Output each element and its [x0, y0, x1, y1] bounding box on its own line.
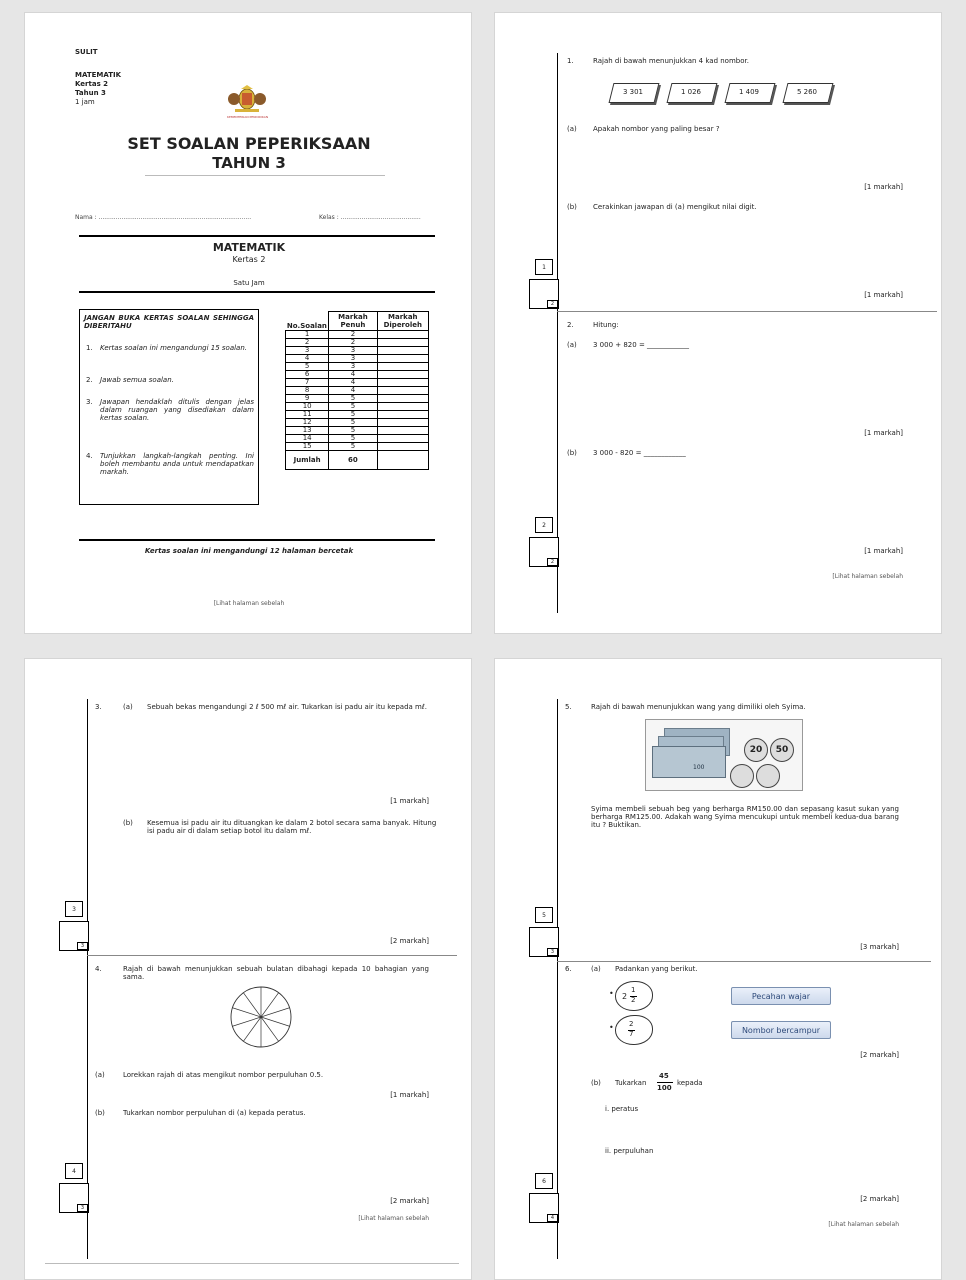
subject-label: MATEMATIK — [75, 71, 122, 79]
title-underline — [145, 175, 385, 176]
coin — [730, 764, 754, 788]
q5-divider — [557, 961, 931, 962]
q5-body: Syima membeli sebuah beg yang berharga RM150.00 dan sepasang kasut sukan yang berharga RM125.00. Adakah wang Syima mencukupi untuk membeli kedua-dua barang itu ? Buktikan. — [591, 805, 899, 829]
margin-line — [557, 53, 558, 613]
next-page-note: [Lihat halaman sebelah — [213, 600, 285, 607]
instruction-text: Jawapan hendaklah ditulis dengan jelas dalam ruangan yang disediakan dalam kertas soalan. — [100, 398, 254, 422]
question-number-cell: 10 — [286, 403, 329, 411]
instructions-heading: JANGAN BUKA KERTAS SOALAN SEHINGGA DIBERITAHU — [84, 314, 254, 330]
q6b-post: kepada — [677, 1079, 703, 1087]
crest-logo — [227, 85, 267, 121]
obtained-marks-cell — [377, 427, 428, 435]
box-paper: Kertas 2 — [232, 255, 266, 264]
circle-division-line — [243, 993, 261, 1017]
q5-total-value: 3 — [547, 948, 558, 956]
full-marks-cell: 5 — [329, 419, 377, 427]
dot-bullet: • — [609, 1023, 614, 1032]
q5-text: Rajah di bawah menunjukkan wang yang dimiliki oleh Syima. — [591, 703, 806, 711]
q1b-label: (b) — [567, 203, 577, 211]
q2-number: 2. — [567, 321, 574, 329]
mixed-whole: 2 — [622, 992, 628, 1001]
q4a-text: Lorekkan rajah di atas mengikut nombor perpuluhan 0.5. — [123, 1071, 324, 1079]
question-number-cell: 8 — [286, 387, 329, 395]
mixed-denominator: 2 — [631, 996, 636, 1004]
circle-division-line — [243, 1017, 261, 1041]
number-card-value: 1 026 — [680, 88, 702, 96]
crest-icon — [227, 85, 267, 115]
question-number-cell: 15 — [286, 443, 329, 451]
coin — [756, 764, 780, 788]
question-number-cell: 4 — [286, 355, 329, 363]
banknote-100 — [652, 746, 726, 778]
q3b-label: (b) — [123, 819, 133, 827]
dot-bullet: • — [609, 989, 614, 998]
q2-total-box — [529, 537, 559, 567]
full-marks-cell: 5 — [329, 403, 377, 411]
number-card-value: 3 301 — [622, 88, 644, 96]
q4b-label: (b) — [95, 1109, 105, 1117]
q3b-marks: [2 markah] — [390, 937, 429, 945]
proper-denominator: 7 — [629, 1030, 634, 1038]
header-obtained-marks: Markah Diperoleh — [377, 312, 428, 331]
q4b-text: Tukarkan nombor perpuluhan di (a) kepada peratus. — [123, 1109, 306, 1117]
exam-title: SET SOALAN PEPERIKSAAN — [127, 134, 371, 153]
divider-bottom — [79, 291, 435, 293]
obtained-marks-cell — [377, 419, 428, 427]
box-subject: MATEMATIK — [212, 241, 286, 254]
q3-score-box: 3 — [65, 901, 83, 917]
q6a-text: Padankan yang berikut. — [615, 965, 698, 973]
q6a-marks: [2 markah] — [860, 1051, 899, 1059]
fraction-cloud-proper — [615, 1015, 653, 1045]
coin-value: 20 — [749, 745, 763, 755]
box-time: Satu Jam — [233, 279, 265, 287]
total-obtained-cell — [377, 451, 428, 470]
marks-table-row — [286, 443, 429, 451]
instruction-num: 3. — [86, 398, 93, 406]
question-number-cell: 2 — [286, 339, 329, 347]
page-1-cover — [24, 12, 472, 634]
q2a-label: (a) — [567, 341, 577, 349]
q2a-text: 3 000 + 820 = ____________ — [593, 341, 690, 349]
instruction-num: 4. — [86, 452, 93, 460]
circle-division-line — [232, 1017, 261, 1026]
q4-total-box — [59, 1183, 89, 1213]
q4-total-value: 3 — [77, 1204, 88, 1212]
number-card — [607, 83, 659, 101]
q5-total-box — [529, 927, 559, 957]
q1a-text: Apakah nombor yang paling besar ? — [593, 125, 720, 133]
q6-score-box: 6 — [535, 1173, 553, 1189]
q3a-marks: [1 markah] — [390, 797, 429, 805]
q4b-marks: [2 markah] — [390, 1197, 429, 1205]
obtained-marks-cell — [377, 411, 428, 419]
full-marks-cell: 2 — [329, 331, 377, 339]
full-marks-cell: 5 — [329, 435, 377, 443]
full-marks-cell: 5 — [329, 411, 377, 419]
obtained-marks-cell — [377, 379, 428, 387]
instruction-text: Kertas soalan ini mengandungi 15 soalan. — [100, 344, 248, 352]
q1-score-box: 1 — [535, 259, 553, 275]
question-number-cell: 13 — [286, 427, 329, 435]
q1-number: 1. — [567, 57, 574, 65]
question-number-cell: 14 — [286, 435, 329, 443]
obtained-marks-cell — [377, 331, 428, 339]
page-2 — [494, 12, 942, 634]
grade-label: Tahun 3 — [75, 89, 106, 97]
obtained-marks-cell — [377, 347, 428, 355]
full-marks-cell: 3 — [329, 355, 377, 363]
name-field: Nama : ................................................................................ — [75, 214, 252, 221]
full-marks-cell: 5 — [329, 395, 377, 403]
marks-table-body — [286, 331, 429, 451]
circle-division-line — [261, 1017, 290, 1026]
instructions-box — [79, 309, 259, 505]
circle-10-parts-diagram — [229, 985, 293, 1049]
q4a-marks: [1 markah] — [390, 1091, 429, 1099]
total-label: Jumlah — [286, 451, 329, 470]
q6b-pre: Tukarkan — [615, 1079, 647, 1087]
q6b-label: (b) — [591, 1079, 601, 1087]
q6a-label: (a) — [591, 965, 601, 973]
q6b-marks: [2 markah] — [860, 1195, 899, 1203]
circle-division-line — [261, 1008, 290, 1017]
q1a-marks: [1 markah] — [864, 183, 903, 191]
obtained-marks-cell — [377, 395, 428, 403]
full-marks-cell: 2 — [329, 339, 377, 347]
header-question-no: No.Soalan — [286, 312, 329, 331]
q1a-label: (a) — [567, 125, 577, 133]
q3a-text: Sebuah bekas mengandungi 2 ℓ 500 mℓ air. Tukarkan isi padu air itu kepada mℓ. — [147, 703, 427, 711]
proper-fraction-option[interactable]: Pecahan wajar — [731, 987, 831, 1005]
q6-total-box — [529, 1193, 559, 1223]
question-number-cell: 12 — [286, 419, 329, 427]
q4-text: Rajah di bawah menunjukkan sebuah bulatan dibahagi kepada 10 bahagian yang sama. — [123, 965, 429, 981]
full-marks-cell: 5 — [329, 427, 377, 435]
obtained-marks-cell — [377, 403, 428, 411]
divider-top — [79, 235, 435, 237]
page-4 — [494, 658, 942, 1280]
number-card-value: 5 260 — [796, 88, 818, 96]
obtained-marks-cell — [377, 363, 428, 371]
crest-caption: KEMENTERIAN PENDIDIKAN — [227, 115, 269, 119]
paper-label: Kertas 2 — [75, 80, 109, 88]
mixed-numerator: 1 — [631, 986, 636, 994]
q1-total-value: 2 — [547, 300, 558, 308]
q6b-part-ii: ii. perpuluhan — [605, 1147, 654, 1155]
full-marks-cell: 5 — [329, 443, 377, 451]
q1-text: Rajah di bawah menunjukkan 4 kad nombor. — [593, 57, 749, 65]
next-page-note: [Lihat halaman sebelah — [828, 1221, 899, 1228]
q5-marks: [3 markah] — [860, 943, 899, 951]
q2a-marks: [1 markah] — [864, 429, 903, 437]
q6b-part-i: i. peratus — [605, 1105, 639, 1113]
q5-number: 5. — [565, 703, 572, 711]
obtained-marks-cell — [377, 371, 428, 379]
question-number-cell: 5 — [286, 363, 329, 371]
next-page-note: [Lihat halaman sebelah — [832, 573, 903, 580]
q6b-denominator: 100 — [657, 1084, 672, 1092]
coin-value: 50 — [775, 745, 789, 755]
fraction-cloud-mixed — [615, 981, 653, 1011]
money-illustration — [645, 719, 803, 791]
obtained-marks-cell — [377, 355, 428, 363]
full-marks-cell: 3 — [329, 363, 377, 371]
question-number-cell: 6 — [286, 371, 329, 379]
number-card — [723, 83, 775, 101]
question-number-cell: 1 — [286, 331, 329, 339]
q4-score-box: 4 — [65, 1163, 83, 1179]
q5-score-box: 5 — [535, 907, 553, 923]
total-value: 60 — [329, 451, 377, 470]
next-page-note: [Lihat halaman sebelah — [358, 1215, 429, 1222]
q1-total-box — [529, 279, 559, 309]
q2-text: Hitung: — [593, 321, 619, 329]
question-number-cell: 3 — [286, 347, 329, 355]
footer-divider — [79, 539, 435, 541]
number-card — [781, 83, 833, 101]
question-number-cell: 11 — [286, 411, 329, 419]
obtained-marks-cell — [377, 387, 428, 395]
q3-total-value: 3 — [77, 942, 88, 950]
duration-label: 1 jam — [75, 98, 95, 106]
q4a-label: (a) — [95, 1071, 105, 1079]
mixed-number-option[interactable]: Nombor bercampur — [731, 1021, 831, 1039]
proper-numerator: 2 — [629, 1020, 634, 1028]
obtained-marks-cell — [377, 443, 428, 451]
page-count-note: Kertas soalan ini mengandungi 12 halaman bercetak — [144, 547, 354, 555]
q3a-label: (a) — [123, 703, 133, 711]
sulit-label: SULIT — [75, 48, 98, 56]
margin-line — [557, 699, 558, 1259]
obtained-marks-cell — [377, 435, 428, 443]
q1b-text: Cerakinkan jawapan di (a) mengikut nilai digit. — [593, 203, 757, 211]
q2b-label: (b) — [567, 449, 577, 457]
instruction-text: Jawab semua soalan. — [100, 376, 174, 384]
margin-line — [87, 699, 88, 1259]
q2b-text: 3 000 - 820 = ____________ — [593, 449, 686, 457]
page-bottom-rule — [45, 1263, 459, 1264]
circle-division-line — [261, 1017, 279, 1041]
q3b-text: Kesemua isi padu air itu dituangkan ke dalam 2 botol secara sama banyak. Hitung isi padu air di dalam setiap botol itu dalam mℓ. — [147, 819, 437, 835]
q2-total-value: 2 — [547, 558, 558, 566]
marks-table — [285, 311, 429, 470]
q3-number: 3. — [95, 703, 102, 711]
full-marks-cell: 3 — [329, 347, 377, 355]
obtained-marks-cell — [377, 339, 428, 347]
q2-score-box: 2 — [535, 517, 553, 533]
class-field: Kelas : .......................................... — [319, 214, 421, 221]
circle-division-line — [232, 1008, 261, 1017]
q1-divider — [557, 311, 937, 312]
page-3 — [24, 658, 472, 1280]
number-card-value: 1 409 — [738, 88, 760, 96]
full-marks-cell: 4 — [329, 387, 377, 395]
question-number-cell: 7 — [286, 379, 329, 387]
banknote-value: 100 — [693, 764, 705, 771]
number-card — [665, 83, 717, 101]
fraction-bar — [657, 1082, 673, 1083]
q1b-marks: [1 markah] — [864, 291, 903, 299]
coin-20 — [744, 738, 768, 762]
full-marks-cell: 4 — [329, 379, 377, 387]
circle-division-line — [261, 993, 279, 1017]
q3-divider — [87, 955, 457, 956]
instruction-num: 1. — [86, 344, 93, 352]
exam-year-title: TAHUN 3 — [212, 154, 286, 172]
q6-total-value: 4 — [547, 1214, 558, 1222]
q3-total-box — [59, 921, 89, 951]
instruction-text: Tunjukkan langkah-langkah penting. Ini boleh membantu anda untuk mendapatkan markah. — [100, 452, 254, 476]
question-number-cell: 9 — [286, 395, 329, 403]
q2b-marks: [1 markah] — [864, 547, 903, 555]
q4-number: 4. — [95, 965, 102, 973]
q6b-numerator: 45 — [659, 1072, 669, 1080]
header-full-marks: Markah Penuh — [329, 312, 377, 331]
instruction-num: 2. — [86, 376, 93, 384]
q6-number: 6. — [565, 965, 572, 973]
coin-50 — [770, 738, 794, 762]
full-marks-cell: 4 — [329, 371, 377, 379]
